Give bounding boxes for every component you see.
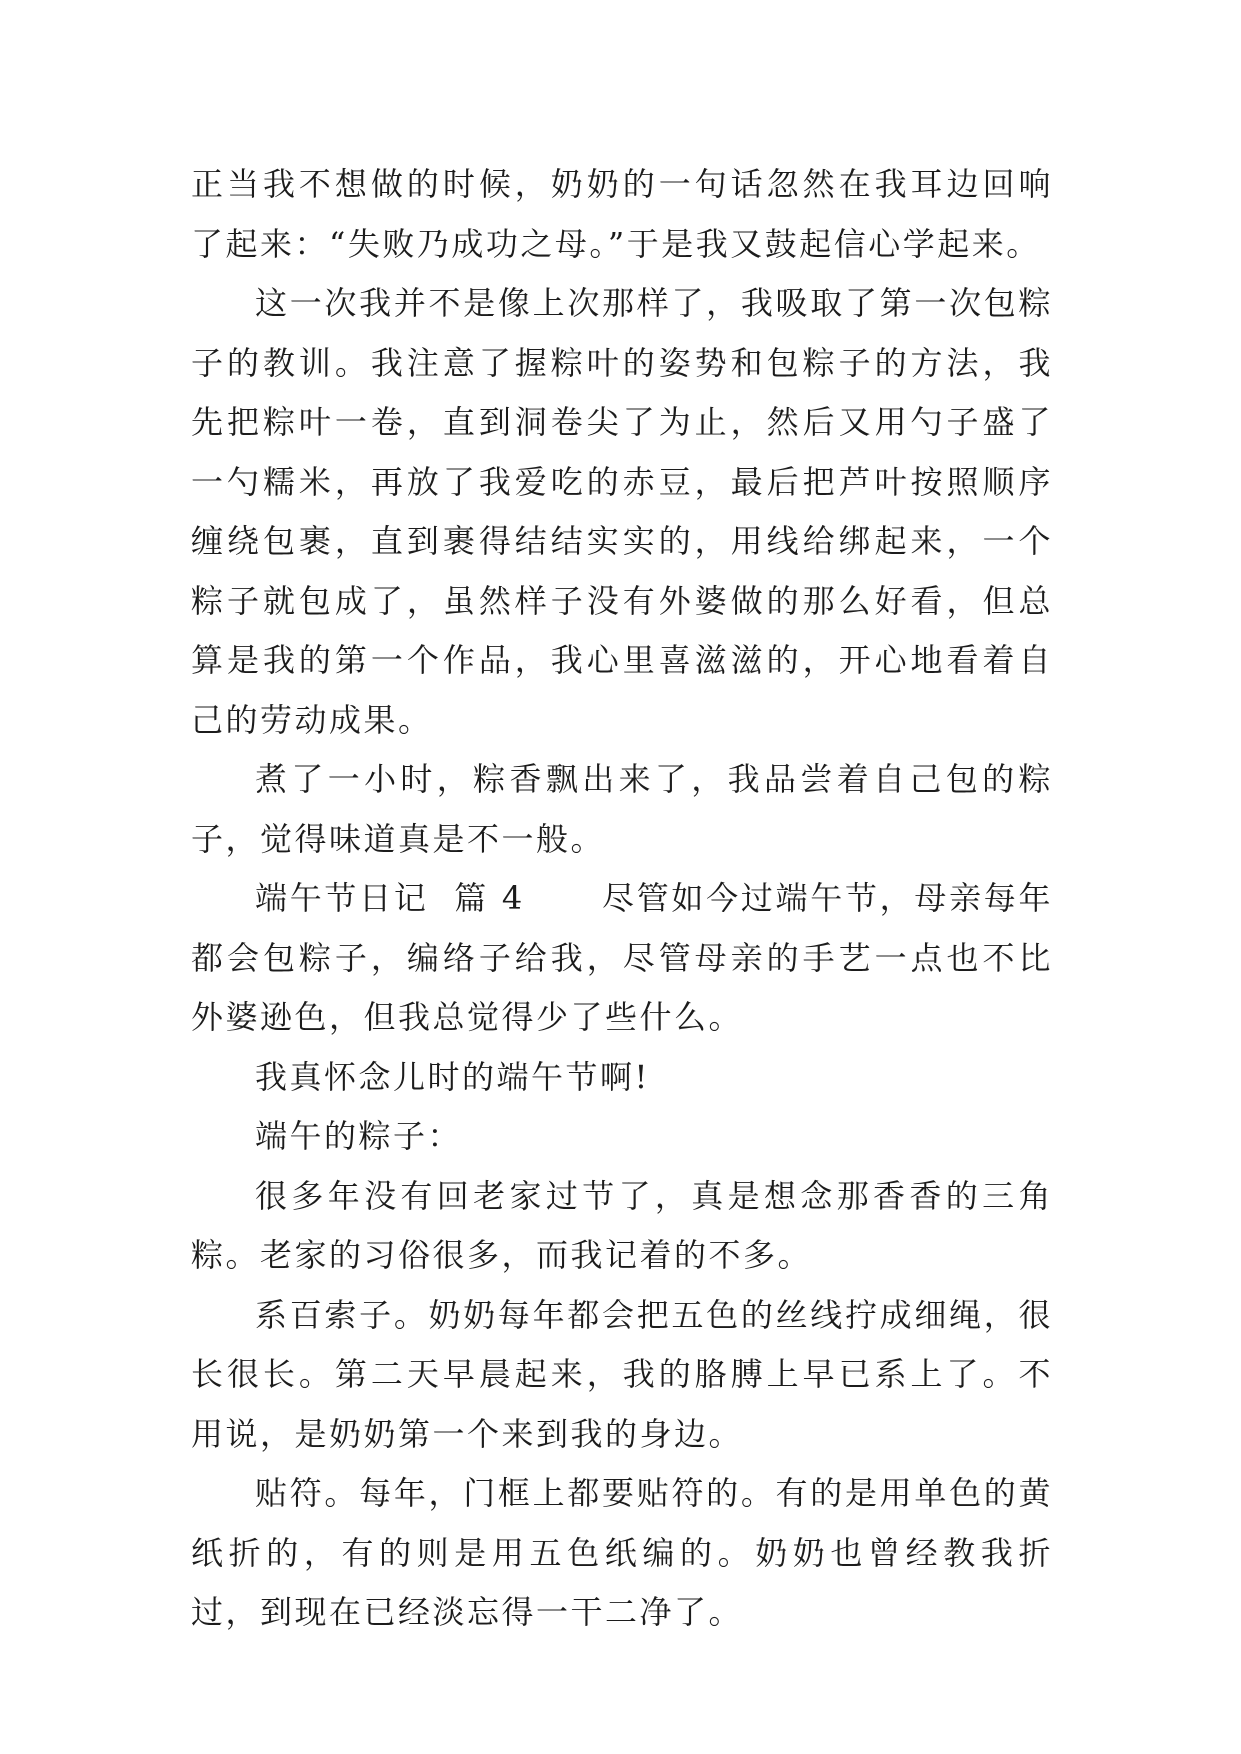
paragraph: 我真怀念儿时的端午节啊! xyxy=(255,1057,650,1096)
paragraph-continuation: 正当我不想做的时候，奶奶的一句话忽然在我耳边回响了起来：“失败乃成功之母。”于是我又鼓起信心学起来。 xyxy=(191,165,1053,263)
paragraph-section-heading: 端午节日记 篇 4 尽管如今过端午节，母亲每年都会包粽子，编络子给我，尽管母亲的手艺一点也不比外婆逊色，但我总觉得少了些什么。 xyxy=(191,879,1053,1036)
paragraph: 贴符。每年，门框上都要贴符的。有的是用单色的黄纸折的，有的则是用五色纸编的。奶奶也曾经教我折过，到现在已经淡忘得一干二净了。 xyxy=(191,1474,1053,1631)
paragraph: 这一次我并不是像上次那样了，我吸取了第一次包粽子的教训。我注意了握粽叶的姿势和包粽子的方法，我先把粽叶一卷，直到洞卷尖了为止，然后又用勺子盛了一勺糯米，再放了我爱吃的赤豆，最后把芦叶按照顺序缠绕包裹，直到裹得结结实实的，用线给绑起来，一个粽子就包成了，虽然样子没有外婆做的那么好看，但总算是我的第一个作品，我心里喜滋滋的，开心地看着自己的劳动成果。 xyxy=(191,284,1053,739)
paragraph: 煮了一小时，粽香飘出来了，我品尝着自己包的粽子，觉得味道真是不一般。 xyxy=(191,760,1053,858)
paragraph: 很多年没有回老家过节了，真是想念那香香的三角粽。老家的习俗很多，而我记着的不多。 xyxy=(191,1176,1053,1274)
paragraph: 端午的粽子： xyxy=(255,1117,463,1155)
document-body xyxy=(191,155,1053,1643)
paragraph: 系百索子。奶奶每年都会把五色的丝线拧成细绳，很长很长。第二天早晨起来，我的胳膊上早已系上了。不用说，是奶奶第一个来到我的身边。 xyxy=(191,1295,1053,1453)
